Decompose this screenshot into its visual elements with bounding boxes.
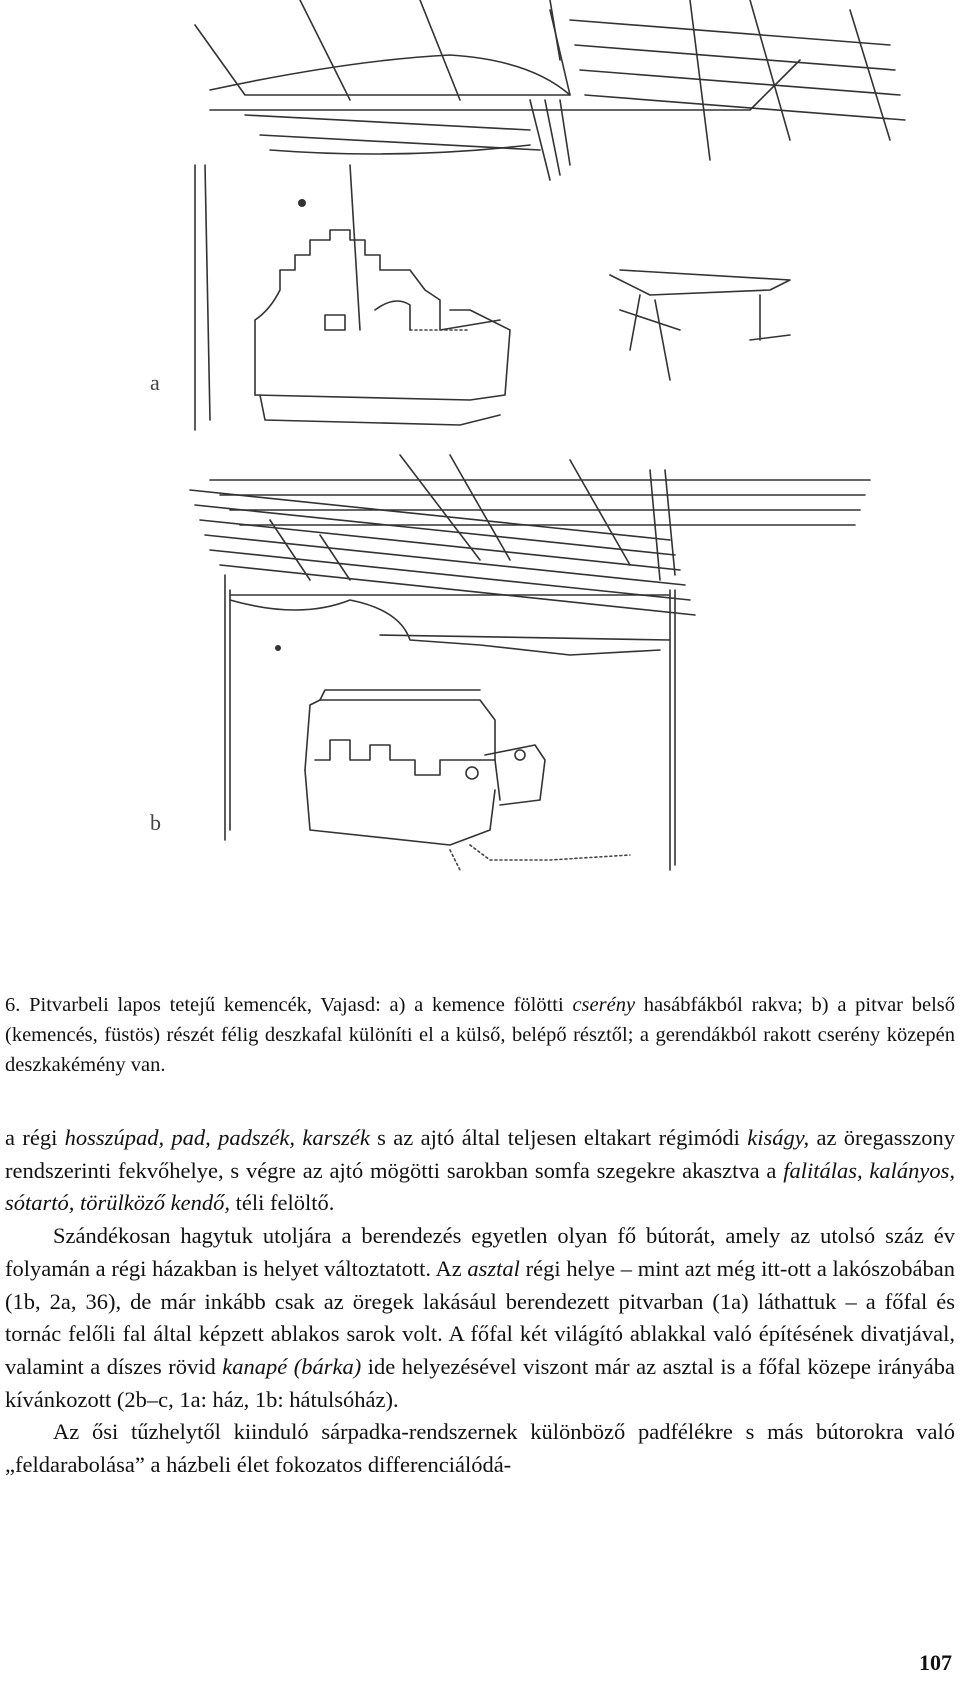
sketch-a [150, 0, 905, 430]
paragraph [5, 1122, 955, 1220]
text-segment: Az ősi tűzhelytől kiinduló sárpadka-rendszernek különböző padfélékre s más bútorokra való „feldarabolása” a házbeli élet fokozatos differenciálódá- [5, 1419, 955, 1478]
figure-caption [5, 990, 955, 1080]
caption-italic-term: cserény [572, 994, 636, 1016]
page-number: 107 [919, 1650, 952, 1675]
italic-term: falitálas, kalányos, sótartó, törülköző kendő, [5, 1157, 955, 1216]
italic-term: hosszúpad, pad, padszék, karszék [64, 1125, 370, 1150]
italic-term: kiságy, [747, 1125, 810, 1150]
paragraph [5, 1416, 955, 1481]
illustration [150, 0, 960, 940]
body-text [5, 1122, 955, 1482]
text-segment: ide helyezésével viszont már az asztal is a főfal közepe irányába kívánkozott (2b–c, 1a: ház, 1b: hátulsóház). [5, 1353, 956, 1412]
kemence-sketches [150, 0, 960, 940]
text-segment: régi helye – mint azt még itt-ott a lakószobában (1b, 2a, 36), de már inkább csak az öregek lakásául berendezett pitvarban (1a) láthattuk – a főfal és tornác felőli fal által képzett ablakos sarok volt. A főfal két világító ablakkal való építésének divatjával, valamint a díszes rövid [5, 1255, 955, 1379]
caption-prefix: 6. Pitvarbeli lapos tetejű kemencék, Vajasd: a) a kemence fölötti [5, 994, 573, 1016]
italic-term: asztal [467, 1255, 520, 1281]
sketch-b [150, 455, 870, 870]
text-segment: Szándékosan hagytuk utoljára a berendezés egyetlen olyan fő bútorát, amely az utolsó száz év folyamán a régi házakban is helyet változtatott. Az [5, 1223, 955, 1281]
text-segment: téli felöltő. [230, 1190, 335, 1216]
italic-term: kanapé (bárka) [222, 1353, 362, 1379]
paragraph [5, 1220, 955, 1416]
text-segment: a régi [5, 1125, 65, 1150]
text-segment: az öregasszony rendszerinti fekvőhelye, s végre az ajtó mögötti sarokban somfa szegekre akasztva a [5, 1125, 955, 1183]
svg-text:a: a [150, 370, 160, 395]
caption-suffix: hasábfákból rakva; b) a pitvar belső (kemencés, füstös) részét félig deszkafal különíti el a külső, belépő résztől; a gerendákból rakott cserény közepén deszkakémény van. [5, 994, 956, 1076]
text-segment: s az ajtó által teljesen eltakart régimódi [369, 1125, 748, 1150]
svg-text:b: b [150, 810, 161, 835]
